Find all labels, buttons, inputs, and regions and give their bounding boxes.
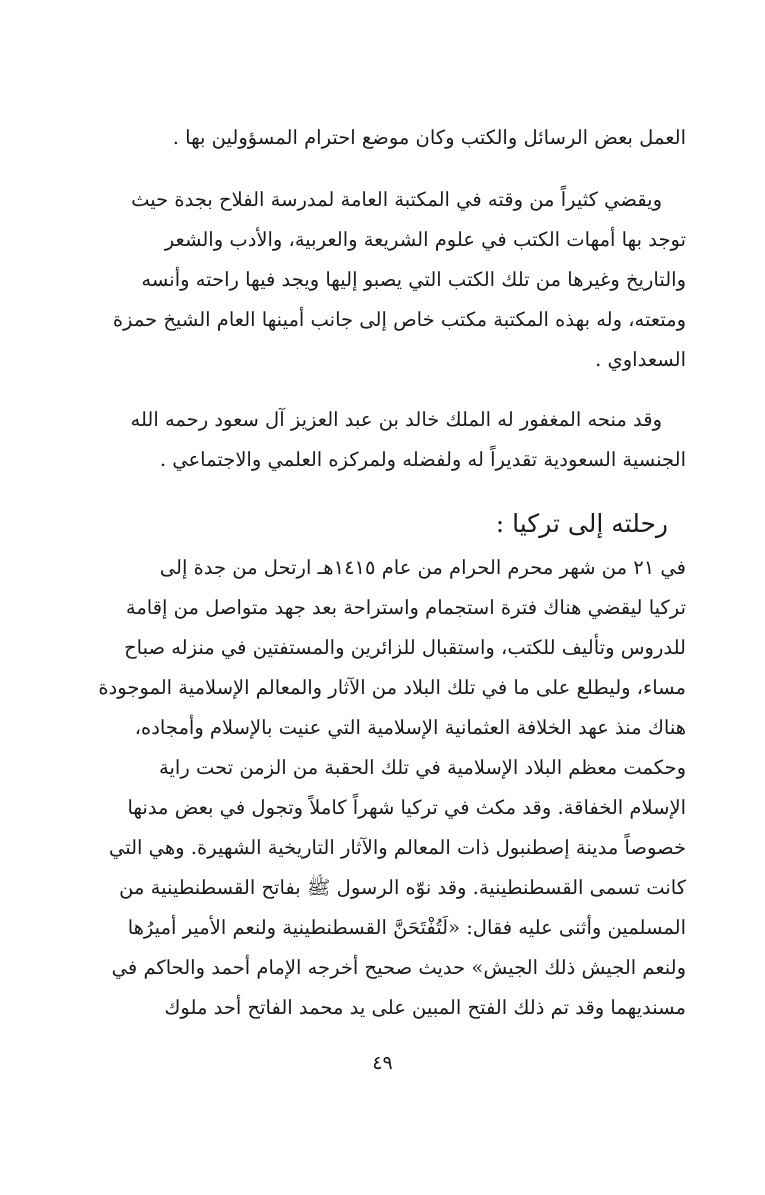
text-line: ومتعته، وله بهذه المكتبة مكتب خاص إلى جانب أمينها العام الشيخ حمزة bbox=[112, 308, 686, 331]
text-line: ولنعم الجيش ذلك الجيش» حديث صحيح أخرجه الإمام أحمد والحاكم في bbox=[111, 956, 686, 979]
text-line: في ٢١ من شهر محرم الحرام من عام ١٤١٥هـ ارتحل من جدة إلى bbox=[159, 556, 686, 579]
text-line: للدروس وتأليف للكتب، واستقبال للزائرين والمستفتين في منزله صباح bbox=[124, 636, 686, 659]
text-line: السعداوي . bbox=[595, 348, 686, 371]
text-line: توجد بها أمهات الكتب في علوم الشريعة والعربية، والأدب والشعر bbox=[164, 228, 686, 251]
text-line: العمل بعض الرسائل والكتب وكان موضع احترام المسؤولين بها . bbox=[172, 126, 686, 149]
page-body bbox=[74, 118, 686, 1028]
text-line: تركيا ليقضي هناك فترة استجمام واستراحة بعد جهد متواصل من إقامة bbox=[125, 596, 686, 619]
text-line: ويقضي كثيراً من وقته في المكتبة العامة لمدرسة الفلاح بجدة حيث bbox=[131, 188, 662, 211]
page-number: ٤٩ bbox=[372, 1052, 393, 1074]
text-line: الجنسية السعودية تقديراً له ولفضله ولمركزه العلمي والاجتماعي . bbox=[159, 448, 686, 471]
paragraph-3 bbox=[74, 400, 686, 480]
text-line: مساء، وليطلع على ما في تلك البلاد من الآثار والمعالم الإسلامية الموجودة bbox=[98, 676, 686, 699]
text-line: وحكمت معظم البلاد الإسلامية في تلك الحقبة من الزمن تحت راية bbox=[159, 756, 686, 779]
text-line: هناك منذ عهد الخلافة العثمانية الإسلامية التي عنيت بالإسلام وأمجاده، bbox=[134, 716, 686, 739]
text-line: مسنديهما وقد تم ذلك الفتح المبين على يد محمد الفاتح أحد ملوك bbox=[164, 996, 686, 1019]
text-line: والتاريخ وغيرها من تلك الكتب التي يصبو إليها ويجد فيها راحته وأنسه bbox=[141, 268, 686, 291]
text-line: وقد منحه المغفور له الملك خالد بن عبد العزيز آل سعود رحمه الله bbox=[130, 408, 662, 431]
text-line: خصوصاً مدينة إصطنبول ذات المعالم والآثار التاريخية الشهيرة. وهي التي bbox=[108, 836, 686, 859]
paragraph-1 bbox=[74, 118, 686, 158]
text-line: الإسلام الخفاقة. وقد مكث في تركيا شهراً كاملاً وتجول في بعض مدنها bbox=[127, 796, 686, 819]
section-heading: رحلته إلى تركيا : bbox=[495, 509, 668, 538]
text-line: المسلمين وأثنى عليه فقال: «لَتُفْتَحَنَّ القسطنطينية ولنعم الأمير أميرُها bbox=[127, 916, 686, 939]
paragraph-2 bbox=[74, 180, 686, 380]
text-line: كانت تسمى القسطنطينية. وقد نوّه الرسول ﷺ بفاتح القسطنطينية من bbox=[119, 876, 686, 899]
paragraph-4 bbox=[74, 548, 686, 1028]
